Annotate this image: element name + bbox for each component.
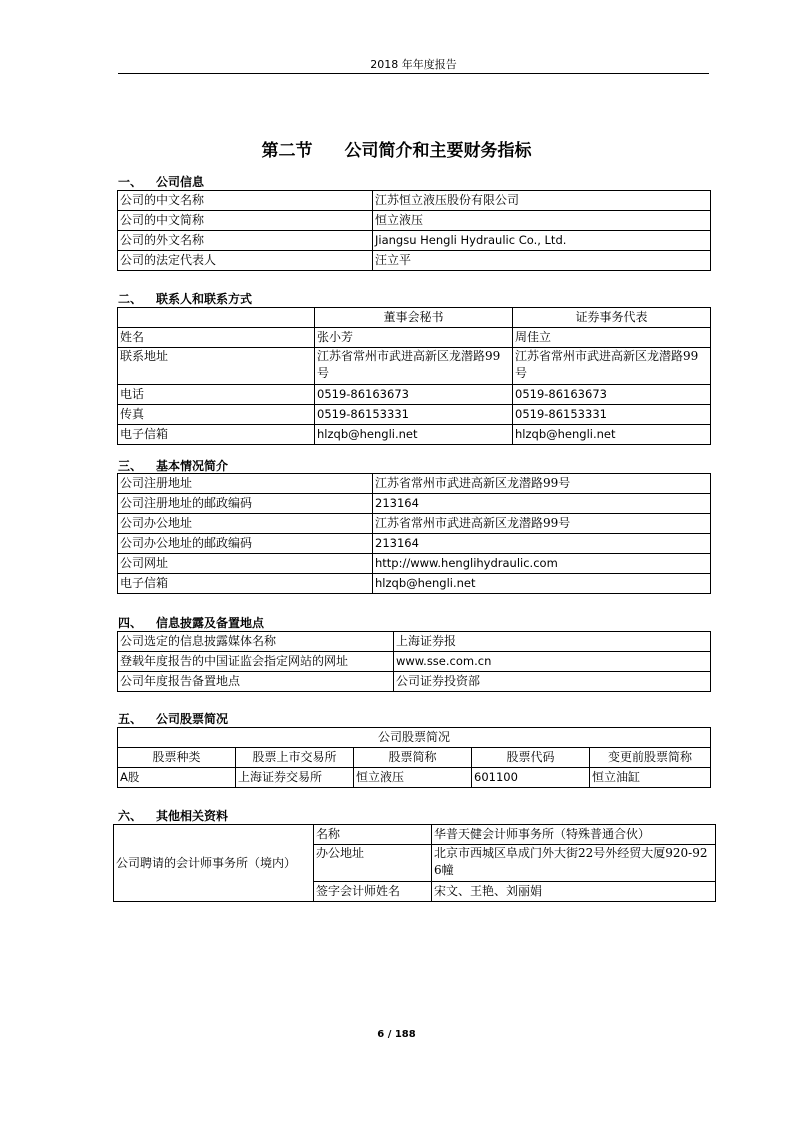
table-row	[118, 672, 711, 692]
row-label: 签字会计师姓名	[314, 882, 432, 902]
table-row	[118, 652, 711, 672]
section-heading-contacts: 二、 联系人和联系方式	[118, 292, 253, 306]
table-row	[118, 231, 711, 251]
cell: 恒立液压	[354, 768, 472, 788]
section-heading-disclosure: 四、 信息披露及备置地点	[118, 616, 265, 630]
chapter-title	[0, 136, 793, 161]
cell: 0519-86153331	[513, 405, 711, 425]
cell: 江苏省常州市武进高新区龙潜路99号	[513, 348, 711, 385]
cell: A股	[118, 768, 236, 788]
row-label: 公司的中文名称	[118, 191, 373, 211]
cell: 0519-86153331	[315, 405, 513, 425]
row-label: 公司注册地址的邮政编码	[118, 494, 373, 514]
stock-table	[117, 727, 711, 788]
column-header: 董事会秘书	[315, 308, 513, 328]
row-value: 上海证券报	[394, 632, 711, 652]
table-row	[118, 385, 711, 405]
column-header: 股票种类	[118, 748, 236, 768]
table-row	[118, 494, 711, 514]
row-value: 宋文、王艳、刘丽娟	[432, 882, 716, 902]
section-heading-stock: 五、 公司股票简况	[118, 712, 229, 726]
row-value: 华普天健会计师事务所（特殊普通合伙）	[432, 825, 716, 845]
disclosure-table	[117, 631, 711, 692]
website-link: http://www.henglihydraulic.com	[373, 554, 711, 574]
row-label: 传真	[118, 405, 315, 425]
table-caption: 公司股票简况	[118, 728, 711, 748]
column-header: 股票简称	[354, 748, 472, 768]
cell: 周佳立	[513, 328, 711, 348]
row-value: 北京市西城区阜成门外大街22号外经贸大厦920-926幢	[432, 845, 716, 882]
group-label: 公司聘请的会计师事务所（境内）	[114, 825, 314, 902]
page-number: 6 / 188	[377, 1029, 416, 1040]
table-row	[114, 825, 716, 845]
row-value: 江苏省常州市武进高新区龙潜路99号	[373, 514, 711, 534]
table-row	[118, 768, 711, 788]
row-label: 公司注册地址	[118, 474, 373, 494]
header-divider	[118, 73, 709, 74]
row-value: 恒立液压	[373, 211, 711, 231]
row-label: 办公地址	[314, 845, 432, 882]
table-caption-row	[118, 728, 711, 748]
table-row	[118, 474, 711, 494]
row-label: 电子信箱	[118, 425, 315, 445]
section-heading-company-info: 一、 公司信息	[118, 175, 205, 189]
column-header: 证券事务代表	[513, 308, 711, 328]
row-label: 公司办公地址的邮政编码	[118, 534, 373, 554]
row-label: 公司的外文名称	[118, 231, 373, 251]
table-header-row	[118, 748, 711, 768]
section-heading-basic-info: 三、 基本情况简介	[118, 459, 229, 473]
row-label: 电子信箱	[118, 574, 373, 594]
table-row	[118, 405, 711, 425]
row-label: 公司的法定代表人	[118, 251, 373, 271]
table-row	[118, 251, 711, 271]
other-info-table	[113, 824, 716, 902]
table-row	[118, 328, 711, 348]
column-header: 股票代码	[472, 748, 590, 768]
table-row	[118, 211, 711, 231]
row-label: 公司网址	[118, 554, 373, 574]
cell: 恒立油缸	[590, 768, 711, 788]
column-header: 股票上市交易所	[236, 748, 354, 768]
row-value: 213164	[373, 534, 711, 554]
cell: 张小芳	[315, 328, 513, 348]
table-row	[118, 554, 711, 574]
chapter-number: 第二节	[261, 141, 313, 161]
row-value: 江苏省常州市武进高新区龙潜路99号	[373, 474, 711, 494]
cell: 江苏省常州市武进高新区龙潜路99号	[315, 348, 513, 385]
table-row	[118, 425, 711, 445]
row-label: 电话	[118, 385, 315, 405]
row-value: hlzqb@hengli.net	[373, 574, 711, 594]
row-label: 公司选定的信息披露媒体名称	[118, 632, 394, 652]
row-value: 213164	[373, 494, 711, 514]
table-row	[118, 514, 711, 534]
table-row	[118, 632, 711, 652]
basic-info-table	[117, 473, 711, 594]
contacts-table	[117, 307, 711, 445]
cell: hlzqb@hengli.net	[513, 425, 711, 445]
column-header: 变更前股票简称	[590, 748, 711, 768]
cell: 上海证券交易所	[236, 768, 354, 788]
row-label: 公司办公地址	[118, 514, 373, 534]
chapter-heading: 公司简介和主要财务指标	[344, 141, 532, 161]
row-label: 登载年度报告的中国证监会指定网站的网址	[118, 652, 394, 672]
cell: 0519-86163673	[513, 385, 711, 405]
row-value: 江苏恒立液压股份有限公司	[373, 191, 711, 211]
table-row	[118, 348, 711, 385]
row-label: 公司的中文简称	[118, 211, 373, 231]
row-value: Jiangsu Hengli Hydraulic Co., Ltd.	[373, 231, 711, 251]
cell: 601100	[472, 768, 590, 788]
row-label: 公司年度报告备置地点	[118, 672, 394, 692]
row-label: 名称	[314, 825, 432, 845]
section-heading-other: 六、 其他相关资料	[118, 809, 229, 823]
row-value: 汪立平	[373, 251, 711, 271]
table-row	[118, 534, 711, 554]
row-label: 姓名	[118, 328, 315, 348]
report-header: 2018 年年度报告	[370, 58, 457, 71]
cell: hlzqb@hengli.net	[315, 425, 513, 445]
table-header-row	[118, 308, 711, 328]
company-info-table	[117, 190, 711, 271]
row-value: www.sse.com.cn	[394, 652, 711, 672]
cell: 0519-86163673	[315, 385, 513, 405]
row-value: 公司证券投资部	[394, 672, 711, 692]
table-row	[118, 191, 711, 211]
table-row	[118, 574, 711, 594]
row-label: 联系地址	[118, 348, 315, 385]
